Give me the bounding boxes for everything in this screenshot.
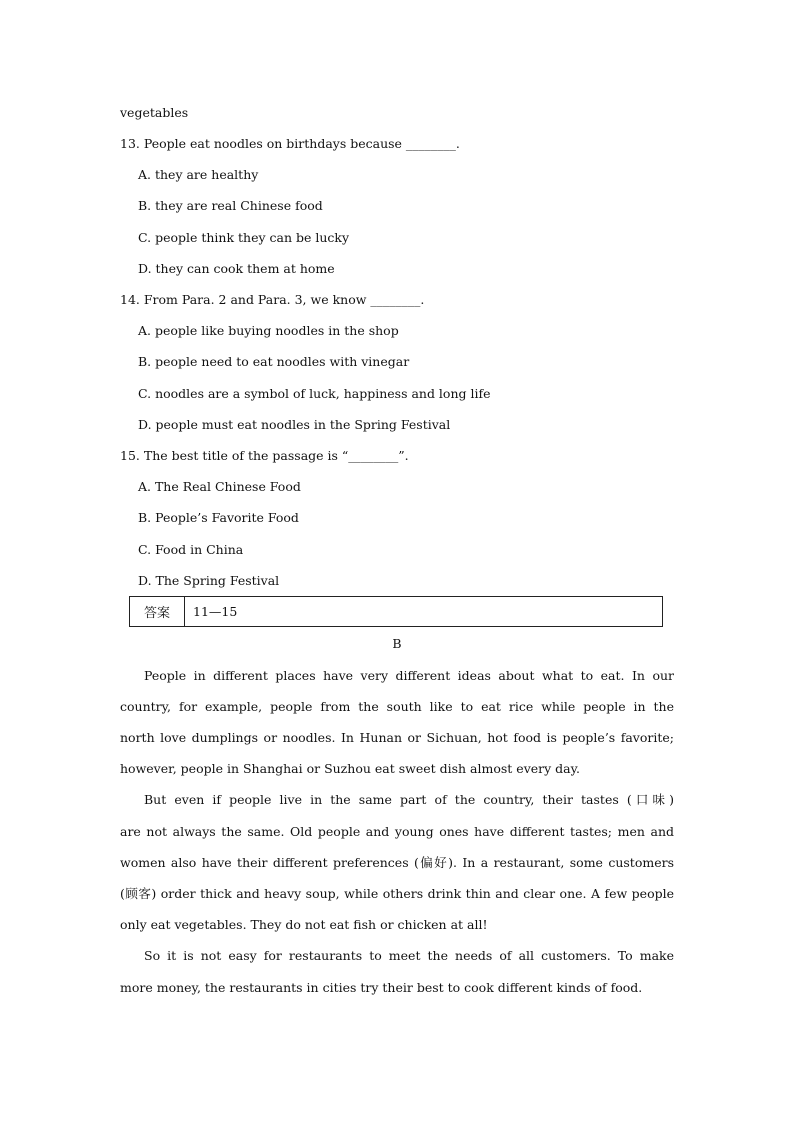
passage-line: But even if people live in the same part of the country, their tastes (口味) (144, 792, 674, 807)
question-14-option-d: D. people must eat noodles in the Spring Festival (138, 417, 451, 432)
question-13-option-b: B. they are real Chinese food (138, 198, 323, 213)
passage-line: however, people in Shanghai or Suzhou eat sweet dish almost every day. (120, 761, 580, 776)
answer-label: 答案 (130, 597, 185, 626)
passage-line: country, for example, people from the south like to eat rice while people in the (120, 699, 674, 714)
question-15-option-c: C. Food in China (138, 542, 244, 557)
question-14-stem: 14. From Para. 2 and Para. 3, we know ________. (120, 292, 425, 307)
question-15-stem: 15. The best title of the passage is “________”. (120, 448, 409, 463)
passage-line: People in different places have very different ideas about what to eat. In our (144, 668, 674, 683)
passage-line: (顾客) order thick and heavy soup, while others drink thin and clear one. A few people (120, 886, 674, 901)
passage-line: only eat vegetables. They do not eat fish or chicken at all! (120, 917, 488, 932)
question-13-option-a: A. they are healthy (138, 167, 259, 182)
question-13-option-c: C. people think they can be lucky (138, 230, 350, 245)
passage-line: women also have their different preferences (偏好). In a restaurant, some customers (120, 855, 674, 870)
question-14-option-c: C. noodles are a symbol of luck, happiness and long life (138, 386, 491, 401)
passage-line: are not always the same. Old people and young ones have different tastes; men and (120, 824, 674, 839)
answer-table (129, 596, 663, 627)
question-15-option-b: B. People’s Favorite Food (138, 510, 299, 525)
question-15-option-a: A. The Real Chinese Food (138, 479, 301, 494)
question-14-option-a: A. people like buying noodles in the shop (138, 323, 399, 338)
passage-line: more money, the restaurants in cities try their best to cook different kinds of food. (120, 980, 643, 995)
question-13-stem: 13. People eat noodles on birthdays because ________. (120, 136, 460, 151)
question-13-option-d: D. they can cook them at home (138, 261, 335, 276)
answer-value: 11—15 (193, 604, 238, 619)
question-15-option-d: D. The Spring Festival (138, 573, 280, 588)
passage-line: north love dumplings or noodles. In Hunan or Sichuan, hot food is people’s favorite; (120, 730, 674, 745)
previous-option-tail: vegetables (120, 105, 189, 120)
passage-line: So it is not easy for restaurants to meet the needs of all customers. To make (144, 948, 674, 963)
question-14-option-b: B. people need to eat noodles with vinegar (138, 354, 410, 369)
section-heading: B (392, 636, 402, 651)
